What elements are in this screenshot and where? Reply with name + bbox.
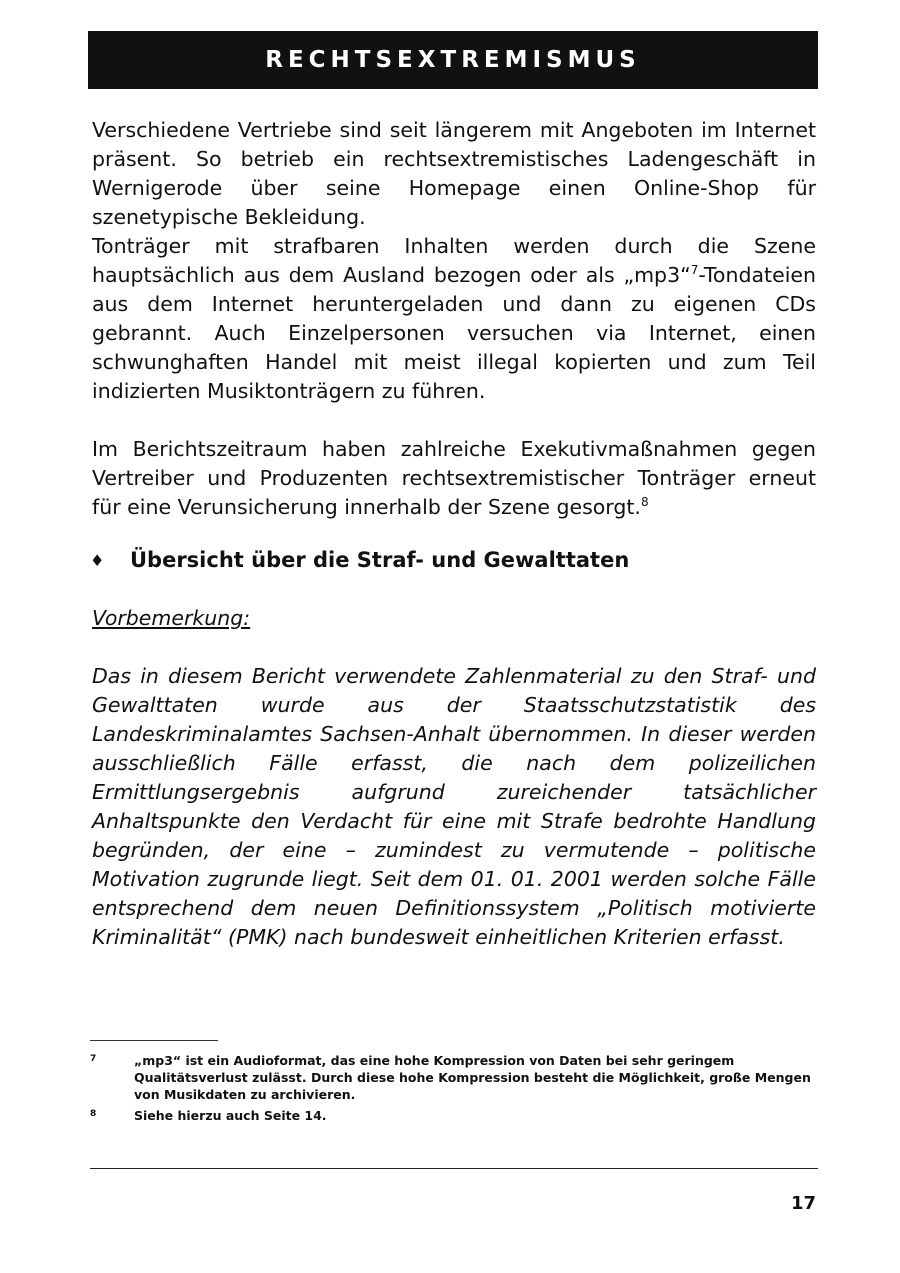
section-heading: [90, 548, 810, 572]
text-segment: -Tondateien aus dem Internet heruntergeladen und dann zu eigenen CDs gebrannt. Auch Einzelpersonen versuchen via Internet, einen schwunghaften Handel mit meist illegal kopierten und zum Teil indizierten Musiktonträgern zu führen.: [92, 263, 816, 403]
footnote-8: [90, 1107, 818, 1124]
footnote-number: 8: [90, 1109, 97, 1119]
diamond-bullet-icon: ♦: [90, 550, 105, 570]
footnote-text: „mp3“ ist ein Audioformat, das eine hohe Kompression von Daten bei sehr geringem Qualitätsverlust zulässt. Durch diese hohe Kompression besteht die Möglichkeit, große Mengen von Musikdaten zu archivieren.: [134, 1053, 811, 1102]
pre-remark-text: Das in diesem Bericht verwendete Zahlenmaterial zu den Straf- und Gewalttaten wurde aus der Staatsschutzstatistik des Landeskriminalamtes Sachsen-Anhalt übernommen. In dieser werden ausschließlich Fälle erfasst, die nach dem polizeilichen Ermittlungsergebnis aufgrund zureichender tatsächlicher Anhaltspunkte den Verdacht für eine mit Strafe bedrohte Handlung begründen, der eine – zumindest zu vermutende – politische Motivation zugrunde liegt. Seit dem 01. 01. 2001 werden solche Fälle entsprechend dem neuen Definitionssystem „Politisch motivierte Kriminalität“ (PMK) nach bundesweit einheitlichen Kriterien erfasst.: [92, 664, 816, 949]
paragraph-text: Verschiedene Vertriebe sind seit längerem mit Angeboten im Internet präsent. So betrieb ein rechtsextremistisches Ladengeschäft in Wernigerode über seine Homepage einen Online-Shop für szenetypische Bekleidung.: [92, 118, 816, 229]
page-header: [88, 31, 818, 89]
section-heading-text: Übersicht über die Straf- und Gewalttaten: [130, 548, 630, 572]
footnote-divider: [90, 1040, 218, 1041]
paragraph-text: [92, 435, 816, 522]
text-segment: Im Berichtszeitraum haben zahlreiche Exekutivmaßnahmen gegen Vertreiber und Produzenten rechtsextremistischer Tonträger erneut für eine Verunsicherung innerhalb der Szene gesorgt.: [92, 437, 816, 519]
pre-remark-label: Vorbemerkung:: [92, 606, 251, 630]
page-bottom-divider: [90, 1168, 818, 1169]
text-segment: Tonträger mit strafbaren Inhalten werden durch die Szene hauptsächlich aus dem Ausland bezogen oder als „mp3“: [92, 234, 816, 287]
paragraph-executive-measures: [92, 435, 816, 522]
footnote-ref: 8: [640, 495, 649, 510]
footnote-text: Siehe hierzu auch Seite 14.: [134, 1108, 327, 1123]
header-title: RECHTSEXTREMISMUS: [265, 47, 641, 73]
paragraph-text: [92, 232, 816, 406]
paragraph-online-trade: [92, 116, 816, 406]
footnote-number: 7: [90, 1054, 97, 1064]
page-number: 17: [790, 1193, 816, 1214]
footnote-7: [90, 1052, 818, 1103]
footnote-ref: 7: [690, 263, 699, 278]
